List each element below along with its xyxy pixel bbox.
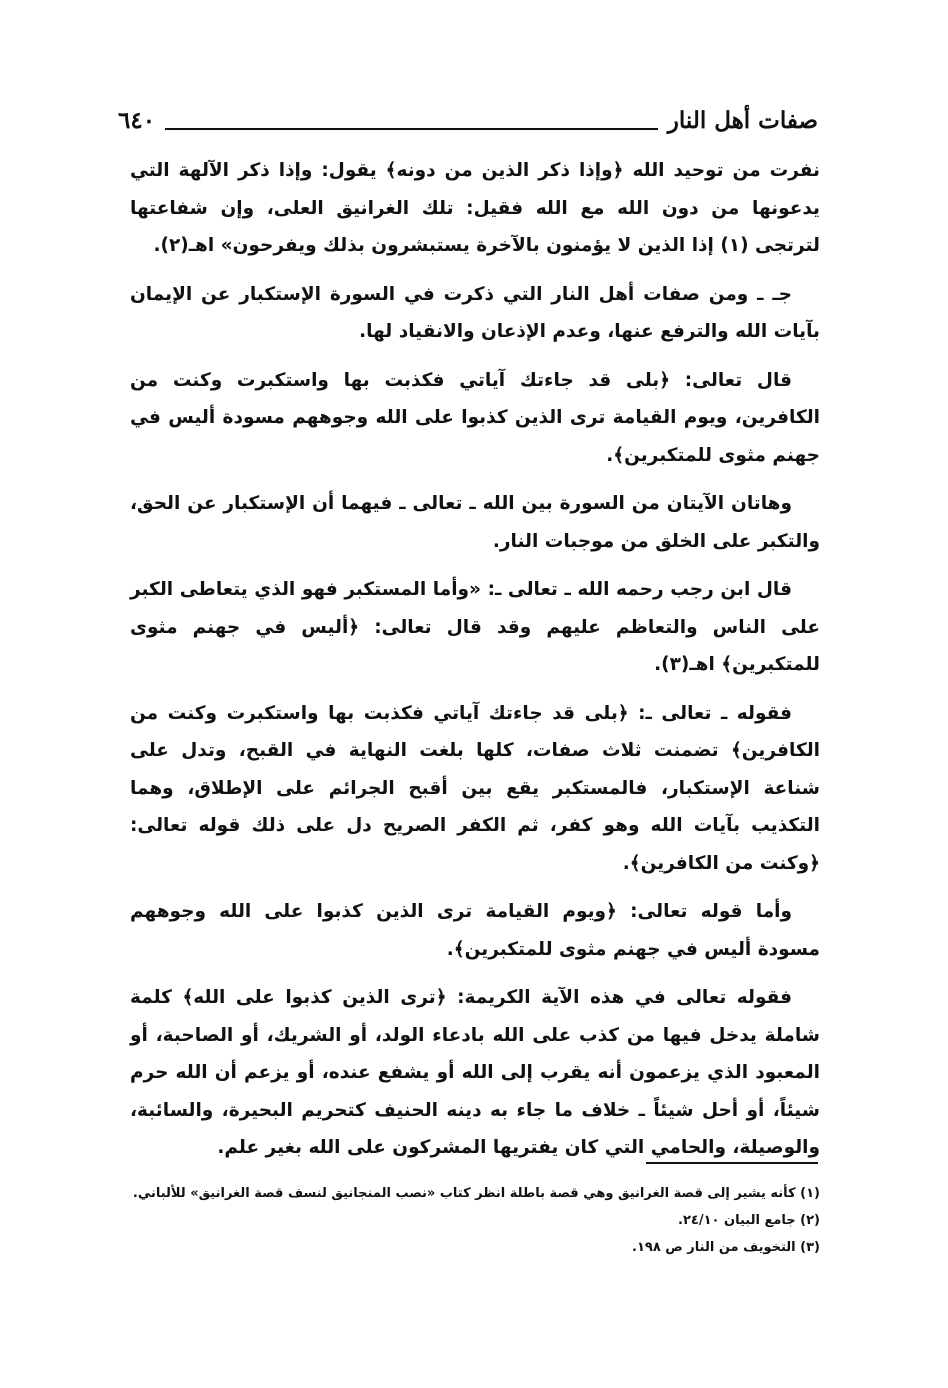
paragraph-1: نفرت من توحيد الله ﴿وإذا ذكر الذين من دونه﴾ يقول: وإذا ذكر الآلهة التي يدعونها من دون الله مع الله فقيل: تلك الغرانيق العلى، وإن شفاعتها لترتجى (١) إذا الذين لا يؤمنون بالآخرة يستبشرون بذلك ويفرحون» اهـ(٢). xyxy=(130,160,820,256)
footnote-separator xyxy=(646,1162,818,1164)
page-number: ٦٤٠ xyxy=(118,107,156,134)
footnote-3: (٣) التخويف من النار ص ١٩٨. xyxy=(632,1240,820,1255)
paragraph-7: وأما قوله تعالى: ﴿ويوم القيامة ترى الذين كذبوا على الله وجوههم مسودة أليس في جهنم مثوى للمتكبرين﴾. xyxy=(130,901,820,960)
paragraph-6: فقوله ـ تعالى ـ: ﴿بلى قد جاءتك آياتي فكذبت بها واستكبرت وكنت من الكافرين﴾ تضمنت ثلاث صفات، كلها بلغت النهاية في القبح، وتدل على شناعة الإستكبار، فالمستكبر يقع بين أقبح الجرائم على الإطلاق، وهما التكذيب بآيات الله وهو كفر، ثم الكفر الصريح دل على ذلك قوله تعالى: ﴿وكنت من الكافرين﴾. xyxy=(130,702,820,874)
page-header xyxy=(118,92,818,136)
paragraph-5: قال ابن رجب رحمه الله ـ تعالى ـ: «وأما المستكبر فهو الذي يتعاطى الكبر على الناس والتعاظم عليهم وقد قال تعالى: ﴿أليس في جهنم مثوى للمتكبرين﴾ اهـ(٣). xyxy=(130,579,820,675)
running-title: صفات أهل النار xyxy=(667,107,818,134)
footnotes xyxy=(132,1180,820,1261)
footnote-2: (٢) جامع البيان ٢٤/١٠. xyxy=(678,1213,820,1228)
header-rule xyxy=(165,128,658,130)
paragraph-8: فقوله تعالى في هذه الآية الكريمة: ﴿ترى الذين كذبوا على الله﴾ كلمة شاملة يدخل فيها من كذب على الله بادعاء الولد، أو الشريك، أو الصاحبة، أو المعبود الذي يزعمون أنه يقرب إلى الله أو يشفع عنده، أو يزعم أن الله حرم شيئاً، أو أحل شيئاً ـ خلاف ما جاء به دينه الحنيف كتحريم البحيرة، والسائبة، والوصيلة، والحامي التي كان يفتريها المشركون على الله بغير علم. xyxy=(130,987,820,1158)
footnote-1: (١) كأنه يشير إلى قصة الغرانيق وهي قصة باطلة انظر كتاب «نصب المنجانيق لنسف قصة الغرانيق» للألباني. xyxy=(132,1186,820,1201)
paragraph-3: قال تعالى: ﴿بلى قد جاءتك آياتي فكذبت بها واستكبرت وكنت من الكافرين، ويوم القيامة ترى الذين كذبوا على الله وجوههم مسودة أليس في جهنم مثوى للمتكبرين﴾. xyxy=(130,369,820,466)
paragraph-2: جـ ـ ومن صفات أهل النار التي ذكرت في السورة الإستكبار عن الإيمان بآيات الله والترفع عنها، وعدم الإذعان والانقياد لها. xyxy=(130,283,820,342)
paragraph-4: وهاتان الآيتان من السورة بين الله ـ تعالى ـ فيهما أن الإستكبار عن الحق، والتكبر على الخلق من موجبات النار. xyxy=(130,493,820,552)
main-text xyxy=(130,152,820,1178)
